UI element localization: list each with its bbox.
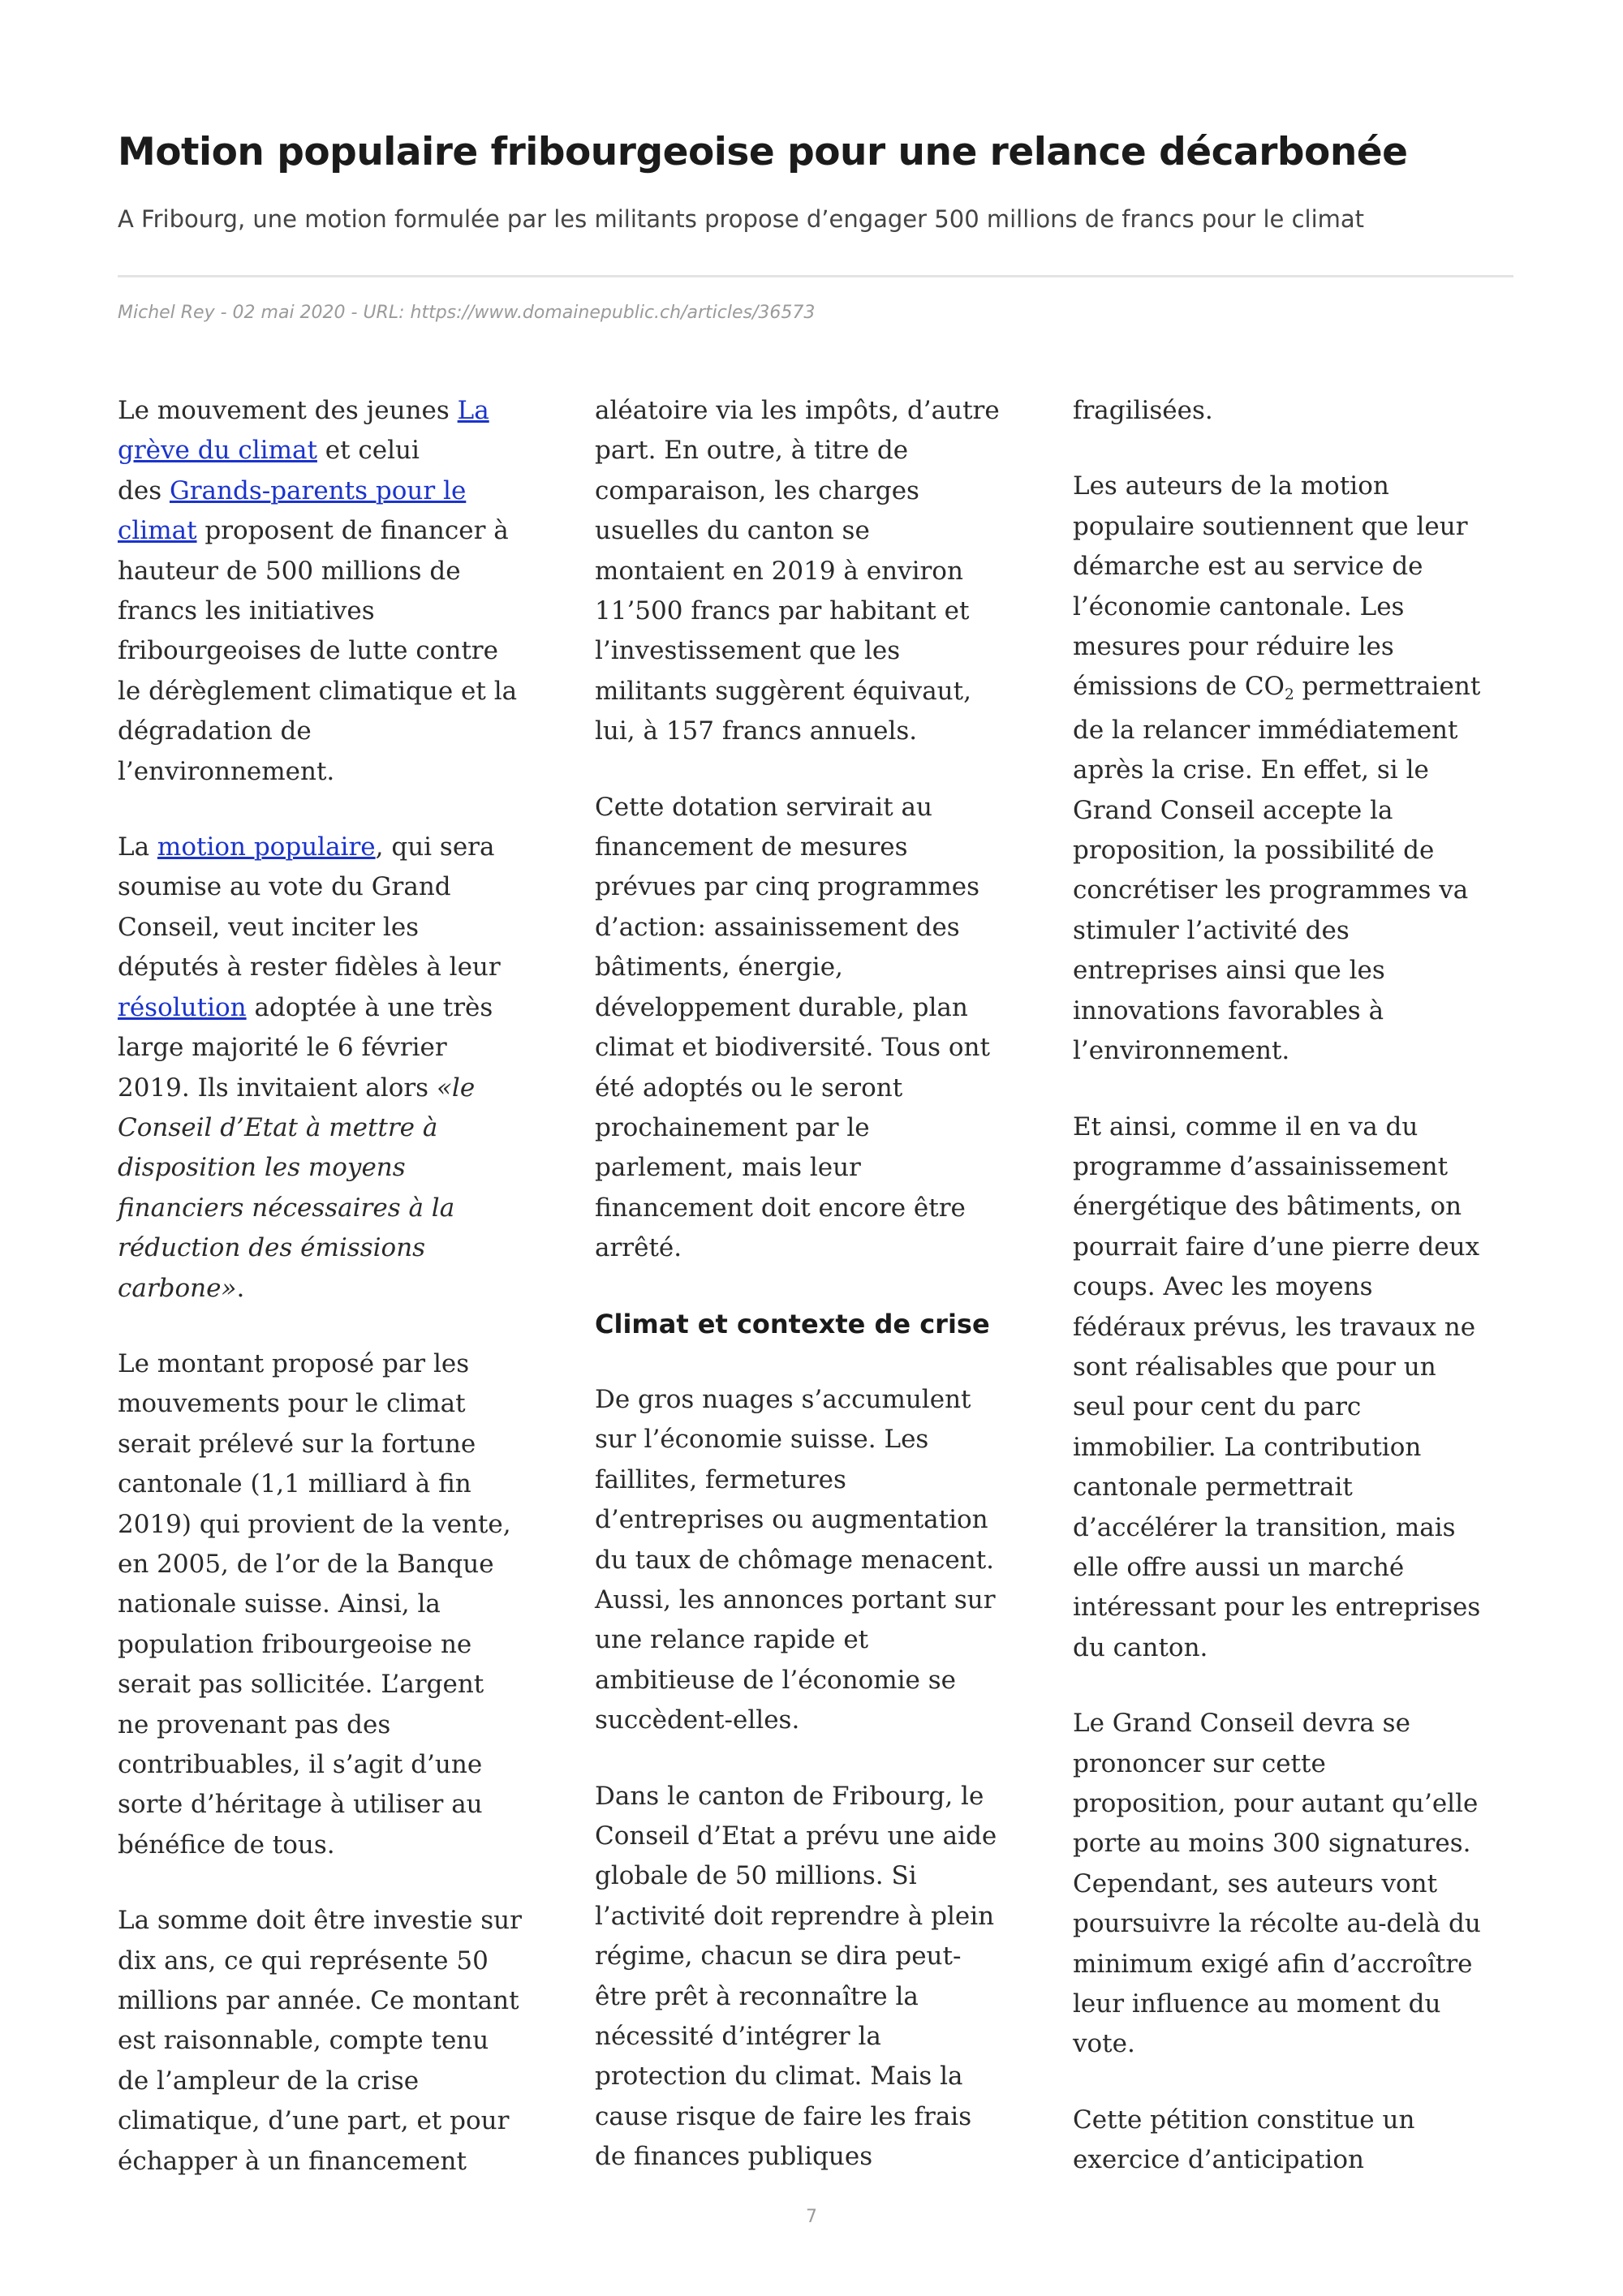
link-greve-du-climat[interactable]: grève du climat: [118, 436, 317, 466]
link-resolution[interactable]: résolution: [118, 992, 247, 1022]
paragraph: La somme doit être investie sur dix ans, ce qui représente 50 millions par année. Ce montant est raisonnable, compte tenu de l’ampleur de la crise climatique, d’une part, et pour échapper à un financement: [118, 1906, 522, 2176]
article-title: Motion populaire fribourgeoise pour une relance décarbonée: [118, 130, 1408, 174]
header-divider: [118, 275, 1513, 277]
paragraph: Et ainsi, comme il en va du programme d’assainissement énergétique des bâtiments, on pourrait faire d’une pierre deux coups. Avec les moyens fédéraux prévus, les travaux ne sont réalisables que pour un seul pour cent du parc immobilier. La contribution cantonale permettrait d’accélérer la transition, mais elle offre aussi un marché intéressant pour les entreprises du canton.: [1073, 1111, 1481, 1662]
column-2: [595, 391, 1037, 2178]
paragraph: Le mouvement des jeunes La grève du climat et celui des Grands-parents pour le climat proposent de financer à hauteur de 500 millions de francs les initiatives fribourgeoises de lutte contre le dérèglement climatique et la dégradation de l’environnement.: [118, 396, 518, 786]
paragraph: Les auteurs de la motion populaire soutiennent que leur démarche est au service de l’économie cantonale. Les mesures pour réduire les émissions de $CO_2$ permettraient de la relancer immédiatement après la crise. En effet, si le Grand Conseil accepte la proposition, la possibilité de concrétiser les programmes va stimuler l’activité des entreprises ainsi que les innovations favorables à l’environnement.: [1073, 471, 1481, 1066]
column-3: [1073, 391, 1515, 2181]
paragraph: La motion populaire, qui sera soumise au vote du Grand Conseil, veut inciter les députés à rester fidèles à leur résolution adoptée à une très large majorité le 6 février 2019. Ils invitaient alors «le Conseil d’Etat à mettre à disposition les moyens financiers nécessaires à la réduction des émissions carbone».: [118, 832, 501, 1303]
paragraph: Cette pétition constitue un exercice d’anticipation: [1073, 2105, 1415, 2175]
column-1: [118, 391, 560, 2182]
paragraph: Le Grand Conseil devra se prononcer sur cette proposition, pour autant qu’elle porte au moins 300 signatures. Cependant, ses auteurs vont poursuivre la récolte au-delà du minimum exigé afin d’accroître leur influence au moment du vote.: [1073, 1709, 1481, 2059]
page-number: 7: [806, 2207, 817, 2227]
paragraph: Le montant proposé par les mouvements pour le climat serait prélevé sur la fortune cantonale (1,1 milliard à fin 2019) qui provient de la vente, en 2005, de l’or de la Banque nationale suisse. Ainsi, la population fribourgeoise ne serait pas sollicitée. L’argent ne provenant pas des contribuables, il s’agit d’une sorte d’héritage à utiliser au bénéfice de tous.: [118, 1348, 511, 1860]
paragraph: De gros nuages s’accumulent sur l’économie suisse. Les faillites, fermetures d’entreprises ou augmentation du taux de chômage menacent. Aussi, les annonces portant sur une relance rapide et ambitieuse de l’économie se succèdent-elles.: [595, 1384, 996, 1735]
section-heading: Climat et contexte de crise: [595, 1308, 990, 1339]
paragraph: fragilisées.: [1073, 396, 1213, 425]
article-meta: Michel Rey - 02 mai 2020 - URL: https://www.domainepublic.ch/articles/36573: [118, 303, 816, 323]
link-grands-parents-pour-le-climat[interactable]: Grands-parents pour le: [169, 475, 467, 505]
link-motion-populaire[interactable]: motion populaire: [157, 832, 376, 862]
paragraph: Dans le canton de Fribourg, le Conseil d’Etat a prévu une aide globale de 50 millions. Si l’activité doit reprendre à plein régime, chacun se dira peut- être prêt à reconnaître la nécessité d’intégrer la protection du climat. Mais la cause risque de faire les frais de finances publiques: [595, 1781, 997, 2172]
article-subtitle: A Fribourg, une motion formulée par les militants propose d’engager 500 millions de francs pour le climat: [118, 205, 1365, 233]
paragraph: aléatoire via les impôts, d’autre part. En outre, à titre de comparaison, les charges usuelles du canton se montaient en 2019 à environ 11’500 francs par habitant et l’investissement que les militants suggèrent équivaut, lui, à 157 francs annuels.: [595, 396, 1000, 746]
paragraph: Cette dotation servirait au financement de mesures prévues par cinq programmes d’action: assainissement des bâtiments, énergie, développement durable, plan climat et biodiversité. Tous ont été adoptés ou le seront prochainement par le parlement, mais leur financement doit encore être arrêté.: [595, 792, 990, 1263]
link-grands-parents-pour-le-climat[interactable]: climat: [118, 516, 197, 546]
link-greve-du-climat[interactable]: La: [457, 396, 489, 425]
